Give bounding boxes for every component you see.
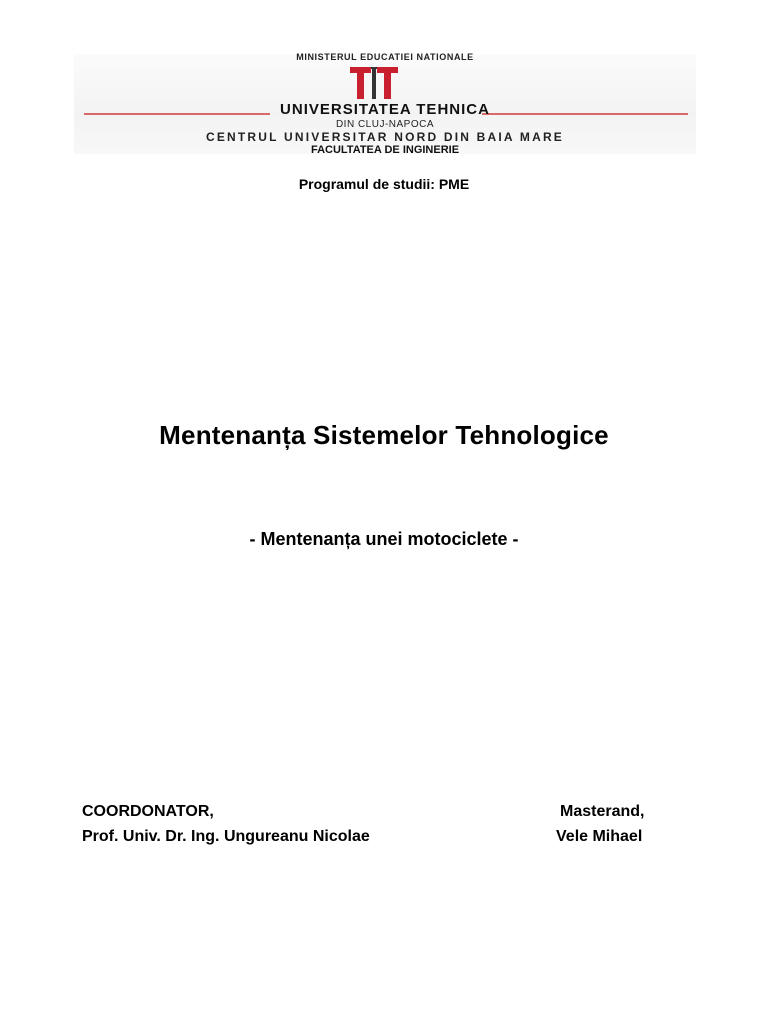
- faculty-name: FACULTATEA DE INGINERIE: [310, 144, 460, 156]
- coordinator-block: [82, 799, 370, 849]
- student-block: [556, 799, 644, 849]
- document-subtitle: - Mentenanța unei motociclete -: [249, 529, 519, 549]
- university-name: UNIVERSITATEA TEHNICA: [280, 101, 490, 118]
- ministry-name: MINISTERUL EDUCATIEI NATIONALE: [296, 52, 474, 62]
- university-city: DIN CLUJ-NAPOCA: [335, 119, 435, 130]
- student-name: Vele Mihael: [556, 828, 643, 845]
- coordinator-name: Prof. Univ. Dr. Ing. Ungureanu Nicolae: [82, 828, 370, 845]
- student-label: Masterand,: [560, 803, 645, 820]
- document-title: Mentenanța Sistemelor Tehnologice: [159, 420, 609, 450]
- study-program: Programul de studii: PME: [298, 176, 470, 192]
- university-header: [74, 44, 696, 156]
- university-center: CENTRUL UNIVERSITAR NORD DIN BAIA MARE: [205, 130, 565, 144]
- utcn-logo-icon: [348, 66, 400, 100]
- coordinator-label: COORDONATOR,: [82, 803, 214, 820]
